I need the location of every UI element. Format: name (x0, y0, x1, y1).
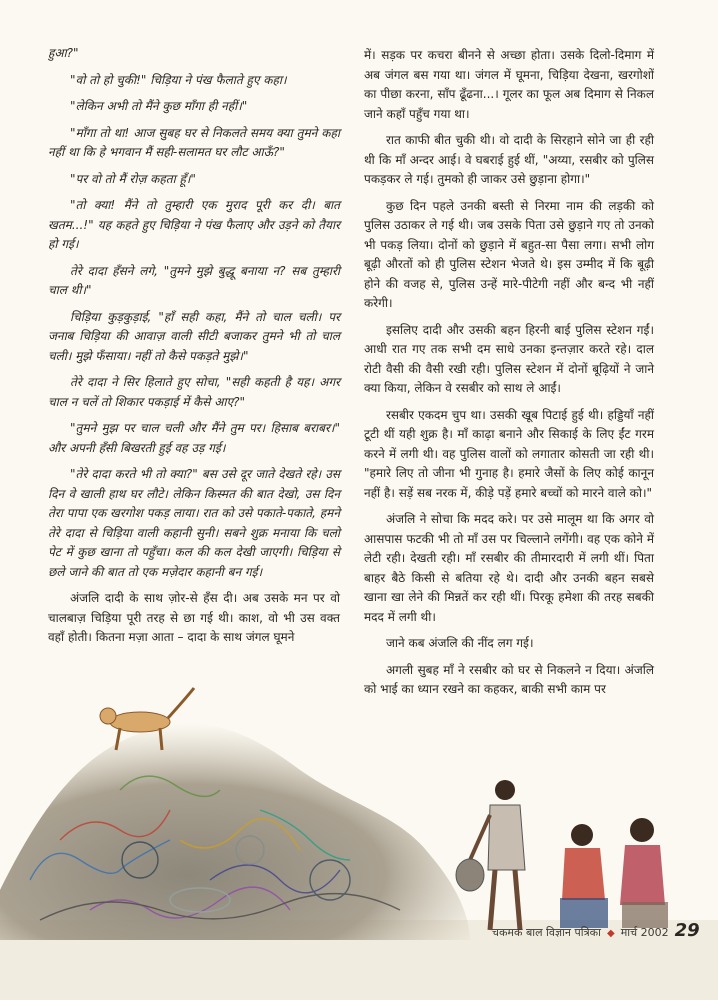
paragraph: अगली सुबह माँ ने रसबीर को घर से निकलने न दिया। अंजलि को भाई का ध्यान रखने का कहकर, बाकी सभी काम पर (364, 662, 654, 696)
paragraph: में। सड़क पर कचरा बीनने से अच्छा होता। उसके दिलो-दिमाग में अब जंगल बस गया था। जंगल में घूमना, चिड़िया देखना, खरगोशों का पीछा करना, साँप ढूँढना...। गूलर का फूल अब दिमाग से निकल जाने कहाँ पहुँच गया था। (364, 48, 654, 121)
paragraph: तेरे दादा हँसने लगे, "तुमने मुझे बुद्धू बनाया न? सब तुम्हारी चाल थी।" (48, 263, 340, 297)
child-figure-sitting (620, 818, 668, 928)
paragraph: "पर वो तो मैं रोज़ कहता हूँ।" (70, 171, 196, 186)
garbage-heap-illustration (0, 640, 718, 1000)
page-footer (492, 920, 700, 941)
child-figure-standing (456, 780, 525, 930)
magazine-name: चकमक बाल विज्ञान पत्रिका (492, 926, 601, 939)
paragraph: "वो तो हो चुकी!" चिड़िया ने पंख फैलाते हुए कहा। (70, 72, 287, 87)
left-column (48, 44, 340, 655)
child-figure-crouching (560, 824, 608, 928)
paragraph: तेरे दादा ने सिर हिलाते हुए सोचा, "सही कहती है यह। अगर चाल न चलें तो शिकार पकड़ाई में कैसे आए?" (48, 375, 340, 409)
page-number: 29 (674, 920, 700, 941)
paragraph: जाने कब अंजलि की नींद लग गई। (386, 636, 534, 650)
paragraph: अंजलि ने सोचा कि मदद करे। पर उसे मालूम था कि अगर वो आसपास फटकी भी तो माँ उस पर चिल्लाने लगेंगी। वह एक कोने में लेटी रही। देखती रही। माँ रसबीर की तीमारदारी में लगी थीं। पिता बाहर बैठे किसी से बतिया रहे थे। दादी और उनकी बहन सबसे खाना खा लेने की मिन्नतें कर रही थीं। पिरकू हमेशा की तरह सबकी मदद में लगी थी। (364, 512, 654, 624)
paragraph: रात काफी बीत चुकी थी। वो दादी के सिरहाने सोने जा ही रही थी कि माँ अन्दर आई। वे घबराई हुई थीं, "अय्या, रसबीर को पुलिस पकड़कर ले गई। तुमको ही जाकर उसे छुड़ाना होगा।" (364, 133, 654, 186)
issue-date: मार्च 2002 (620, 926, 669, 939)
paragraph: "माँगा तो था! आज सुबह घर से निकलते समय क्या तुमने कहा नहीं था कि हे भगवान मैं सही-सलामत घर लौट आऊँ?" (48, 125, 340, 159)
paragraph: हुआ?" (48, 46, 79, 60)
paragraph: "तो क्या! मैंने तो तुम्हारी एक मुराद पूरी कर दी। बात खतम...!" यह कहते हुए चिड़िया ने पंख फैलाए और उड़ने को तैयार हो गई। (48, 198, 340, 251)
paragraph: "तुमने मुझ पर चाल चली और मैंने तुम पर। हिसाब बराबर।" और अपनी हँसी बिखरती हुई वह उड़ गई। (48, 421, 340, 455)
paragraph: चिड़िया कुड़कुड़ाई, "हाँ सही कहा, मैंने तो चाल चली। पर जनाब चिड़िया की आवाज़ वाली सीटी बजाकर तुमने भी तो चाल चली। मुझे फँसाया। नहीं तो कैसे पकड़ते मुझे।" (48, 309, 340, 363)
paragraph: रसबीर एकदम चुप था। उसकी खूब पिटाई हुई थी। हड्डियाँ नहीं टूटी थीं यही शुक्र है। माँ काढ़ा बनाने और सिकाई के लिए ईंट गरम करने में लगी थी। वह पुलिस वालों को लगातार कोसती जा रही थी। "हमारे लिए तो जीना भी गुनाह है। हमारे जैसों के लिए कोई कानून नहीं है। सड़ें सब नरक में, कीड़े पड़ें हमारे बच्चों को मारने वाले को।" (364, 407, 654, 500)
diamond-icon: ◆ (606, 928, 615, 939)
paragraph: "तेरे दादा करते भी तो क्या?" बस उसे दूर जाते देखते रहे। उस दिन वे खाली हाथ घर लौटे। लेकिन किस्मत की बात देखो, उस दिन तेरा पापा एक खरगोश पकड़ लाया। रात को उसे पकाते-पकाते, हमने तेरे दादा से चिड़िया वाली कहानी सुनी। सबने शुक्र मनाया कि चलो पेट में कुछ खाना तो पहुँचा। कल की कल देखी जाएगी। चिड़िया से छले जाने की बात तो एक मज़ेदार कहानी बन गई। (48, 467, 340, 579)
paragraph: कुछ दिन पहले उनकी बस्ती से निरमा नाम की लड़की को पुलिस उठाकर ले गई थी। जब उसके पिता उसे छुड़ाने गए तो उनको भी पकड़ लिया। दोनों को छुड़ाने में बहुत-सा पैसा लगा। सभी लोग बूढ़ी औरतों को ही पुलिस स्टेशन भेजते थे। इस उम्मीद में कि बूढ़ी होने की वजह से, पुलिस उन्हें मारे-पीटेगी नहीं और बन्द भी नहीं करेगी। (364, 198, 654, 310)
paragraph: इसलिए दादी और उसकी बहन हिरनी बाई पुलिस स्टेशन गईं। आधी रात गए तक सभी दम साधे उनका इन्तज़ार करते रहे। दाल रोटी वैसी की वैसी रखी रही। पुलिस स्टेशन में दोनों बूढ़ियों ने जाने क्या किया, लेकिन वे रसबीर को साथ ले आईं। (364, 322, 654, 395)
right-column (364, 46, 654, 707)
paragraph: "लेकिन अभी तो मैंने कुछ माँगा ही नहीं।" (70, 99, 248, 113)
paragraph: अंजलि दादी के साथ ज़ोर-से हँस दी। अब उसके मन पर वो चालबाज़ चिड़िया पूरी तरह से छा गई थी। काश, वो भी उस वक्त वहाँ होती। कितना मज़ा आता – दादा के साथ जंगल घूमने (48, 591, 340, 644)
